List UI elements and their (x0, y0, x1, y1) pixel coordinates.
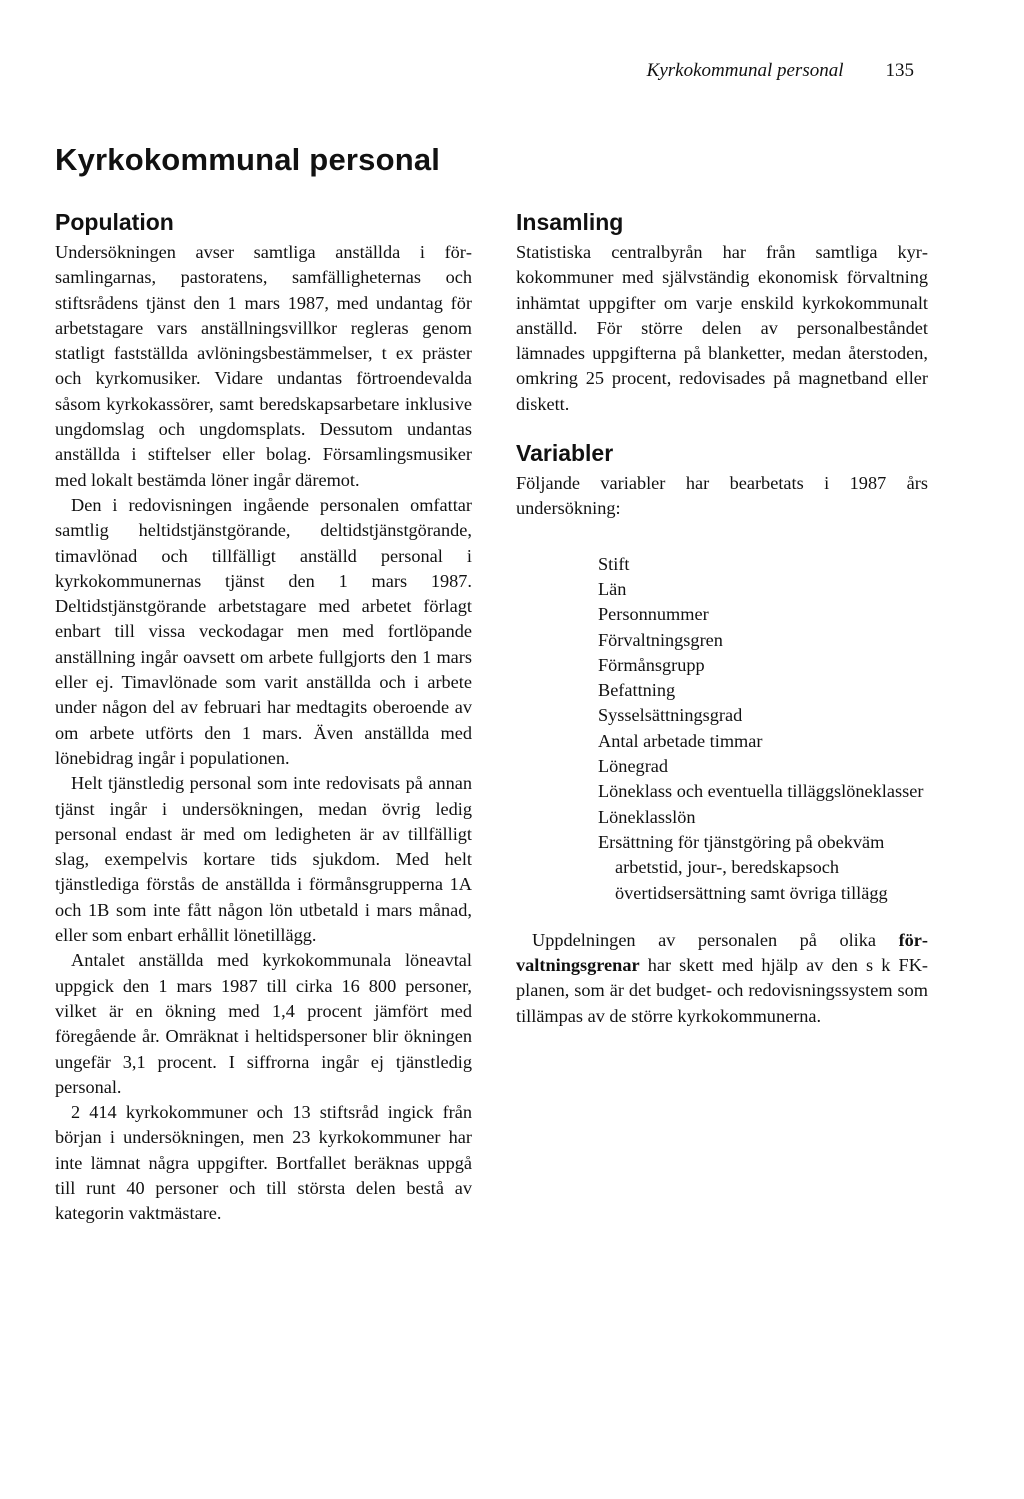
page-number: 135 (885, 60, 914, 81)
list-item: Befattning (598, 680, 676, 701)
left-column (55, 206, 472, 1227)
closing-text-end: har skett med hjälp av den s k FK-planen, som är det budget- och redovisningssystem som tillämpas av de större kyrkokommunerna. (516, 955, 928, 1026)
list-item: Personnummer (598, 604, 709, 625)
list-item: Län (598, 578, 627, 599)
list-item: Antal arbetade timmar (598, 730, 763, 751)
population-heading: Population (55, 209, 174, 235)
variabler-heading: Variabler (516, 440, 614, 467)
list-item: Löneklass och eventuella tilläggslöneklasser (598, 781, 924, 802)
variabler-closing-paragraph (516, 928, 928, 1029)
closing-bold-term: förvaltningsgrenar (516, 929, 928, 976)
population-paragraph-1: Undersökningen avser samtliga anställda i församlingarnas, pastoratens, samfälligheternas och stiftsrådens tjänst den 1 mars 1987, med undantag för arbetstagare vars anställningsvillkor regleras genom statligt fastställda avlöningsbestämmelser, t ex präster och kyrkomusiker. Vidare undantas förtroendevalda såsom kyrkokassörer, samt beredskapsarbetare inklusive ungdomslag och ungdomsplats. Dessutom undantas anställda i stiftelser eller bolag. Församlingsmusiker med lokalt bestämda löner ingår däremot. (55, 242, 472, 490)
population-paragraph-5: 2 414 kyrkokommuner och 13 stiftsråd ingick från början i undersökningen, men 23 kyrkokommuner har inte lämnat några uppgifter. Bortfallet beräknas uppgå till runt 40 personer och till största delen bestå av kategorin vaktmästare. (55, 1102, 472, 1224)
insamling-heading: Insamling (516, 209, 624, 235)
population-paragraph-3: Helt tjänstledig personal som inte redovisats på annan tjänst ingår i undersökningen, medan övrig ledig personal endast är med om ledigheten är av tillfälligt slag, exempelvis kortare tids sjukdom. Med helt tjänstlediga förstås de anställda i förmånsgrupperna 1A och 1B som inte fått någon lön utbetald i mars månad, eller som enbart erhållit lönetillägg. (55, 773, 472, 946)
closing-text-start: Uppdelningen av personalen på olika (532, 929, 899, 950)
insamling-paragraph: Statistiska centralbyrån har från samtliga kyrkokommuner med självständig ekonomisk förvaltning inhämtat uppgifter om varje enskild kyrkokommunalt anställd. För större delen av personalbeståndet lämnades uppgifterna på blanketter, medan återstoden, omkring 25 procent, redovisades på magnetband eller diskett. (516, 242, 928, 414)
population-paragraph-4: Antalet anställda med kyrkokommunala löneavtal uppgick den 1 mars 1987 till cirka 16 800 personer, vilket är en ökning med 1,4 procent jämfört med föregående år. Omräknat i heltidspersoner blir ökningen ungefär 3,1 procent. I siffrorna ingår ej tjänstledig personal. (55, 950, 472, 1097)
running-header (647, 60, 914, 82)
list-item: Ersättning för tjänstgöring på obekväm arbetstid, jour-, beredskapsoch övertidsersättning samt övriga tillägg (598, 831, 888, 903)
right-column (516, 206, 928, 1029)
list-item: Förmånsgrupp (598, 654, 705, 675)
population-paragraph-2: Den i redovisningen ingående personalen omfattar samtlig heltidstjänstgörande, deltidstjänstgörande, timavlönad och tillfälligt anställd personal i kyrkokommunernas tjänst den 1 mars 1987. Deltidstjänstgörande arbetstagare med arbetet förlagt enbart till vissa veckodagar men med fortlöpande anställning ingår oavsett om arbete fullgjorts den 1 mars eller ej. Timavlönade som varit anställda och i arbete under någon del av februari har medtagits oberoende av om arbete utförts den 1 mars. Även anställda med lönebidrag ingår i populationen. (55, 494, 472, 768)
list-item: Förvaltningsgren (598, 629, 723, 650)
list-item: Löneklasslön (598, 806, 696, 827)
running-header-title: Kyrkokommunal personal (646, 60, 844, 81)
list-item: Sysselsättningsgrad (598, 705, 743, 726)
list-item: Stift (598, 553, 630, 574)
list-item: Lönegrad (598, 756, 669, 777)
page-title: Kyrkokommunal personal (55, 142, 441, 177)
variable-list (598, 552, 928, 906)
variabler-intro: Följande variabler har bearbetats i 1987 års undersökning: (516, 473, 928, 519)
